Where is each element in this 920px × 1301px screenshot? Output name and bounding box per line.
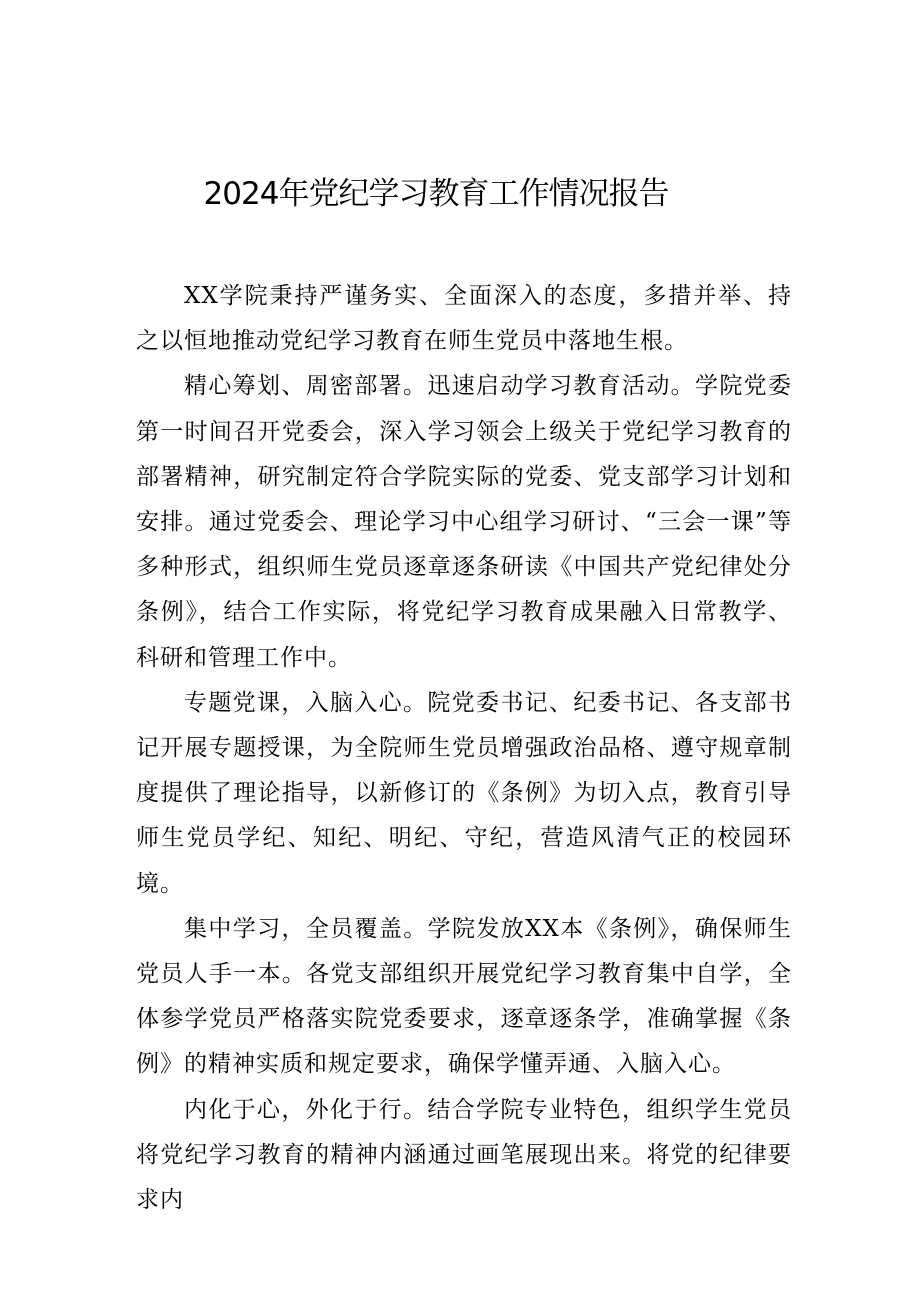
paragraph-internalize: 内化于心，外化于行。结合学院专业特色，组织学生党员将党纪学习教育的精神内涵通过画笔展现出来。将党的纪律要求内 (136, 1096, 792, 1214)
document-body (136, 274, 792, 1223)
paragraph-intro: XX学院秉持严谨务实、全面深入的态度，多措并举、持之以恒地推动党纪学习教育在师生党员中落地生根。 (136, 283, 792, 355)
paragraph-lectures: 专题党课，入脑入心。院党委书记、纪委书记、各支部书记开展专题授课，为全院师生党员增强政治品格、遵守规章制度提供了理论指导，以新修订的《条例》为切入点，教育引导师生党员学纪、知纪、明纪、守纪，营造风清气正的校园环境。 (136, 689, 792, 897)
document-title: 2024年党纪学习教育工作情况报告 (203, 176, 669, 212)
paragraph-collective-study: 集中学习，全员覆盖。学院发放XX本《条例》，确保师生党员人手一本。各党支部组织开展党纪学习教育集中自学，全体参学党员严格落实院党委要求，逐章逐条学，准确掌握《条例》的精神实质和规定要求，确保学懂弄通、入脑入心。 (136, 915, 792, 1078)
paragraph-planning: 精心筹划、周密部署。迅速启动学习教育活动。学院党委第一时间召开党委会，深入学习领会上级关于党纪学习教育的部署精神，研究制定符合学院实际的党委、党支部学习计划和安排。通过党委会、理论学习中心组学习研讨、“三会一课”等多种形式，组织师生党员逐章逐条研读《中国共产党纪律处分条例》，结合工作实际，将党纪学习教育成果融入日常教学、科研和管理工作中。 (136, 373, 792, 671)
